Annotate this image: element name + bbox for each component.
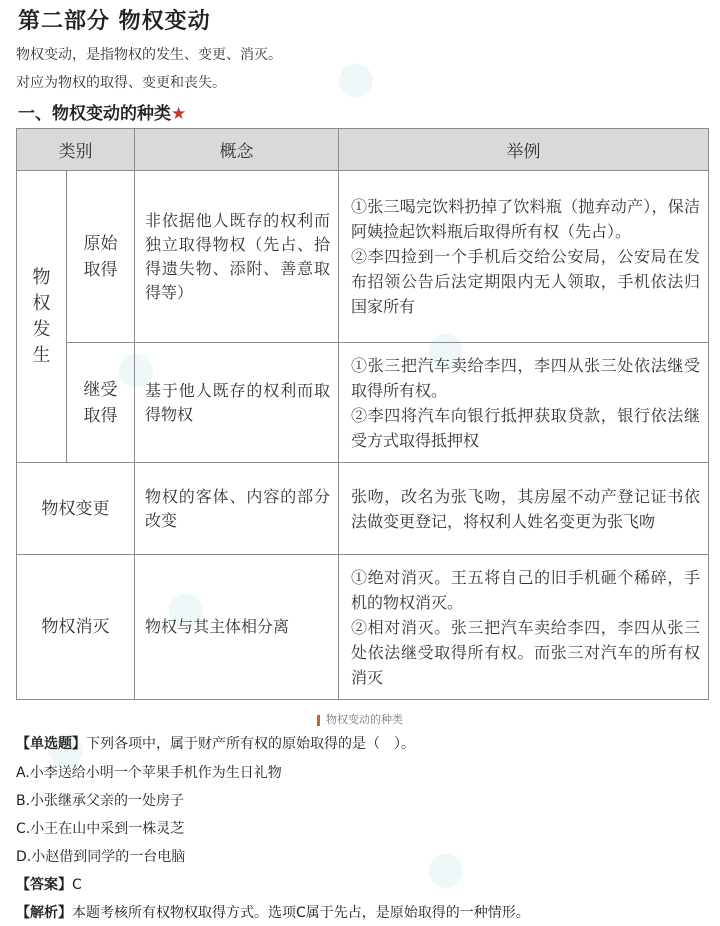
watermark xyxy=(332,0,478,109)
page-title: 第二部分 物权变动 xyxy=(18,9,211,34)
section-label: 一、物权变动的种类 xyxy=(18,104,171,124)
question-stem: 【单选题】下列各项中，属于财产所有权的原始取得的是（ ）。 xyxy=(16,736,415,752)
example-cell xyxy=(339,343,709,463)
answer-tag: 【答案】 xyxy=(16,877,72,893)
intro-line: 物权变动，是指物权的发生、变更、消灭。 xyxy=(16,47,282,63)
question-tag: 【单选题】 xyxy=(16,736,86,752)
example-cell xyxy=(339,171,709,343)
option-d: D.小赵借到同学的一台电脑 xyxy=(16,849,186,865)
table-caption: 物权变动的种类 xyxy=(0,711,720,727)
category-extinction: 物权消灭 xyxy=(17,555,135,700)
analysis-line: 【解析】本题考核所有权物权取得方式。选项C属于先占，是原始取得的一种情形。 xyxy=(16,905,530,921)
header-concept: 概念 xyxy=(135,129,339,171)
example-item: ①张三把汽车卖给李四，李四从张三处依法继受取得所有权。 xyxy=(351,355,700,400)
category-change: 物权变更 xyxy=(17,463,135,555)
example-item: ②相对消灭。张三把汽车卖给李四，李四从张三处依法继受取得所有权。而张三对汽车的所有权消灭 xyxy=(351,617,700,687)
section-heading xyxy=(18,99,186,124)
example-item: ②李四将汽车向银行抵押获取贷款，银行依法继受方式取得抵押权 xyxy=(351,405,700,450)
example-cell xyxy=(339,555,709,700)
answer-line: 【答案】C xyxy=(16,877,82,893)
concept-cell: 基于他人既存的权利而取得物权 xyxy=(135,343,339,463)
analysis-tag: 【解析】 xyxy=(16,905,72,921)
header-example: 举例 xyxy=(339,129,709,171)
caption-bar-icon xyxy=(317,715,320,726)
header-category: 类别 xyxy=(17,129,135,171)
table-row xyxy=(17,343,709,463)
table-row xyxy=(17,463,709,555)
example-item: 张吻，改名为张飞吻，其房屋不动产登记证书依法做变更登记，将权利人姓名变更为张飞吻 xyxy=(351,486,700,531)
option-c: C.小王在山中采到一株灵芝 xyxy=(16,821,185,837)
example-item: ①绝对消灭。王五将自己的旧手机砸个稀碎，手机的物权消灭。 xyxy=(351,567,700,612)
intro-line: 对应为物权的取得、变更和丧失。 xyxy=(16,75,226,91)
table-row xyxy=(17,171,709,343)
concept-cell: 物权与其主体相分离 xyxy=(135,555,339,700)
table-row xyxy=(17,555,709,700)
concept-cell: 物权的客体、内容的部分改变 xyxy=(135,463,339,555)
subcategory-original: 原始取得 xyxy=(67,171,135,343)
example-item: ①张三喝完饮料扔掉了饮料瓶（抛弃动产），保洁阿姨捡起饮料瓶后取得所有权（先占）。 xyxy=(351,197,700,241)
example-cell xyxy=(339,463,709,555)
example-item: ②李四捡到一个手机后交给公安局，公安局在发布招领公告后法定期限内无人领取，手机依法归国家所有 xyxy=(351,247,700,316)
property-change-table xyxy=(16,128,709,700)
option-b: B.小张继承父亲的一处房子 xyxy=(16,793,185,809)
watermark xyxy=(422,781,568,900)
table-header-row xyxy=(17,129,709,171)
subcategory-derivative: 继受取得 xyxy=(67,343,135,463)
category-acquisition: 物权发生 xyxy=(17,171,67,463)
option-a: A.小李送给小明一个苹果手机作为生日礼物 xyxy=(16,765,282,781)
star-icon: ★ xyxy=(171,104,187,124)
concept-cell: 非依据他人既存的权利而独立取得物权（先占、拾得遗失物、添附、善意取得等） xyxy=(135,171,339,343)
